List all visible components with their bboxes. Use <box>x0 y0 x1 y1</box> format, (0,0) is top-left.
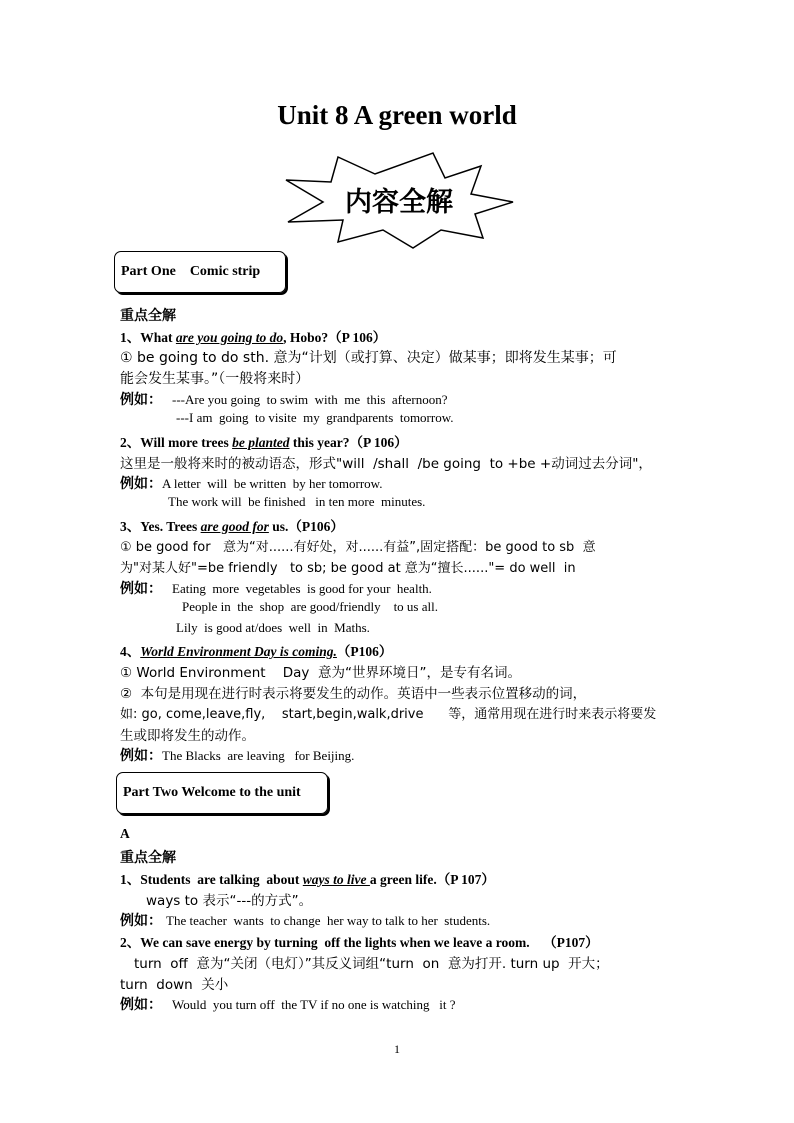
part-one-label: Part One Comic strip <box>121 264 261 279</box>
point-2-heading: 2、We can save energy by turning off the lights when we leave a room. （P107） <box>120 935 599 950</box>
point-4-text: 生或即将发生的动作。 <box>120 728 255 744</box>
point-2-heading: 2、Will more trees be planted this year?（P 106） <box>120 435 408 450</box>
example-line: ---I am going to visite my grandparents tomorrow. <box>176 410 454 425</box>
point-1-text: ways to 表示“---的方式”。 <box>146 893 313 909</box>
example-line: 例如： Eating more vegetables is good for your health. <box>120 581 432 597</box>
page-number: 1 <box>394 1042 400 1056</box>
sub-section-letter: A <box>120 826 130 841</box>
point-1-text: 能会发生某事。”（一般将来时） <box>120 371 310 387</box>
section-heading: 重点全解 <box>120 308 176 324</box>
point-4-heading: 4、World Environment Day is coming.（P106） <box>120 644 393 659</box>
part-one-label-box <box>114 251 286 293</box>
point-4-text: 如: go, come,leave,fly, start,begin,walk,drive 等，通常用现在进行时来表示将要发 <box>120 707 657 722</box>
part-two-label: Part Two Welcome to the unit <box>123 785 301 800</box>
example-line: 例如： The teacher wants to change her way to talk to her students. <box>120 913 491 929</box>
point-3-heading: 3、Yes. Trees are good for us.（P106） <box>120 519 344 534</box>
example-line: 例如：A letter will be written by her tomorrow. <box>120 476 383 492</box>
example-line: 例如： ---Are you going to swim with me this afternoon? <box>120 392 448 408</box>
section-heading: 重点全解 <box>120 850 176 866</box>
example-line: 例如： Would you turn off the TV if no one is watching it ? <box>120 997 456 1013</box>
example-line: People in the shop are good/friendly to us all. <box>182 599 438 614</box>
page-title: Unit 8 A green world <box>277 100 517 130</box>
example-line: The work will be finished in ten more minutes. <box>168 494 426 509</box>
point-2-text: turn down 关小 <box>120 977 229 993</box>
point-1-text: ① be going to do sth. 意为“计划（或打算、决定）做某事；即将发生某事；可 <box>120 350 617 366</box>
point-2-text: turn off 意为“关闭（电灯）”其反义词组“turn on 意为打开. turn up 开大； <box>134 956 609 972</box>
point-1-heading: 1、What are you going to do, Hobo?（P 106） <box>120 330 387 345</box>
example-line: 例如：The Blacks are leaving for Beijing. <box>120 748 355 764</box>
point-3-text: 为"对某人好"=be friendly to sb; be good at 意为“擅长......"= do well in <box>120 561 576 576</box>
point-4-text: ① World Environment Day 意为“世界环境日”，是专有名词。 <box>120 665 521 681</box>
part-two-label-box <box>116 772 328 814</box>
point-1-heading: 1、Students are talking about ways to live a green life.（P 107） <box>120 872 495 887</box>
badge-label: 内容全解 <box>345 187 453 218</box>
point-2-text: 这里是一般将来时的被动语态，形式"will /shall /be going to +be +动词过去分词"， <box>120 456 652 472</box>
point-3-text: ① be good for 意为“对......有好处，对......有益”,固定搭配：be good to sb 意 <box>120 540 596 555</box>
point-4-text: ② 本句是用现在进行时表示将要发生的动作。英语中一些表示位置移动的词， <box>120 686 587 702</box>
example-line: Lily is good at/does well in Maths. <box>176 620 370 635</box>
